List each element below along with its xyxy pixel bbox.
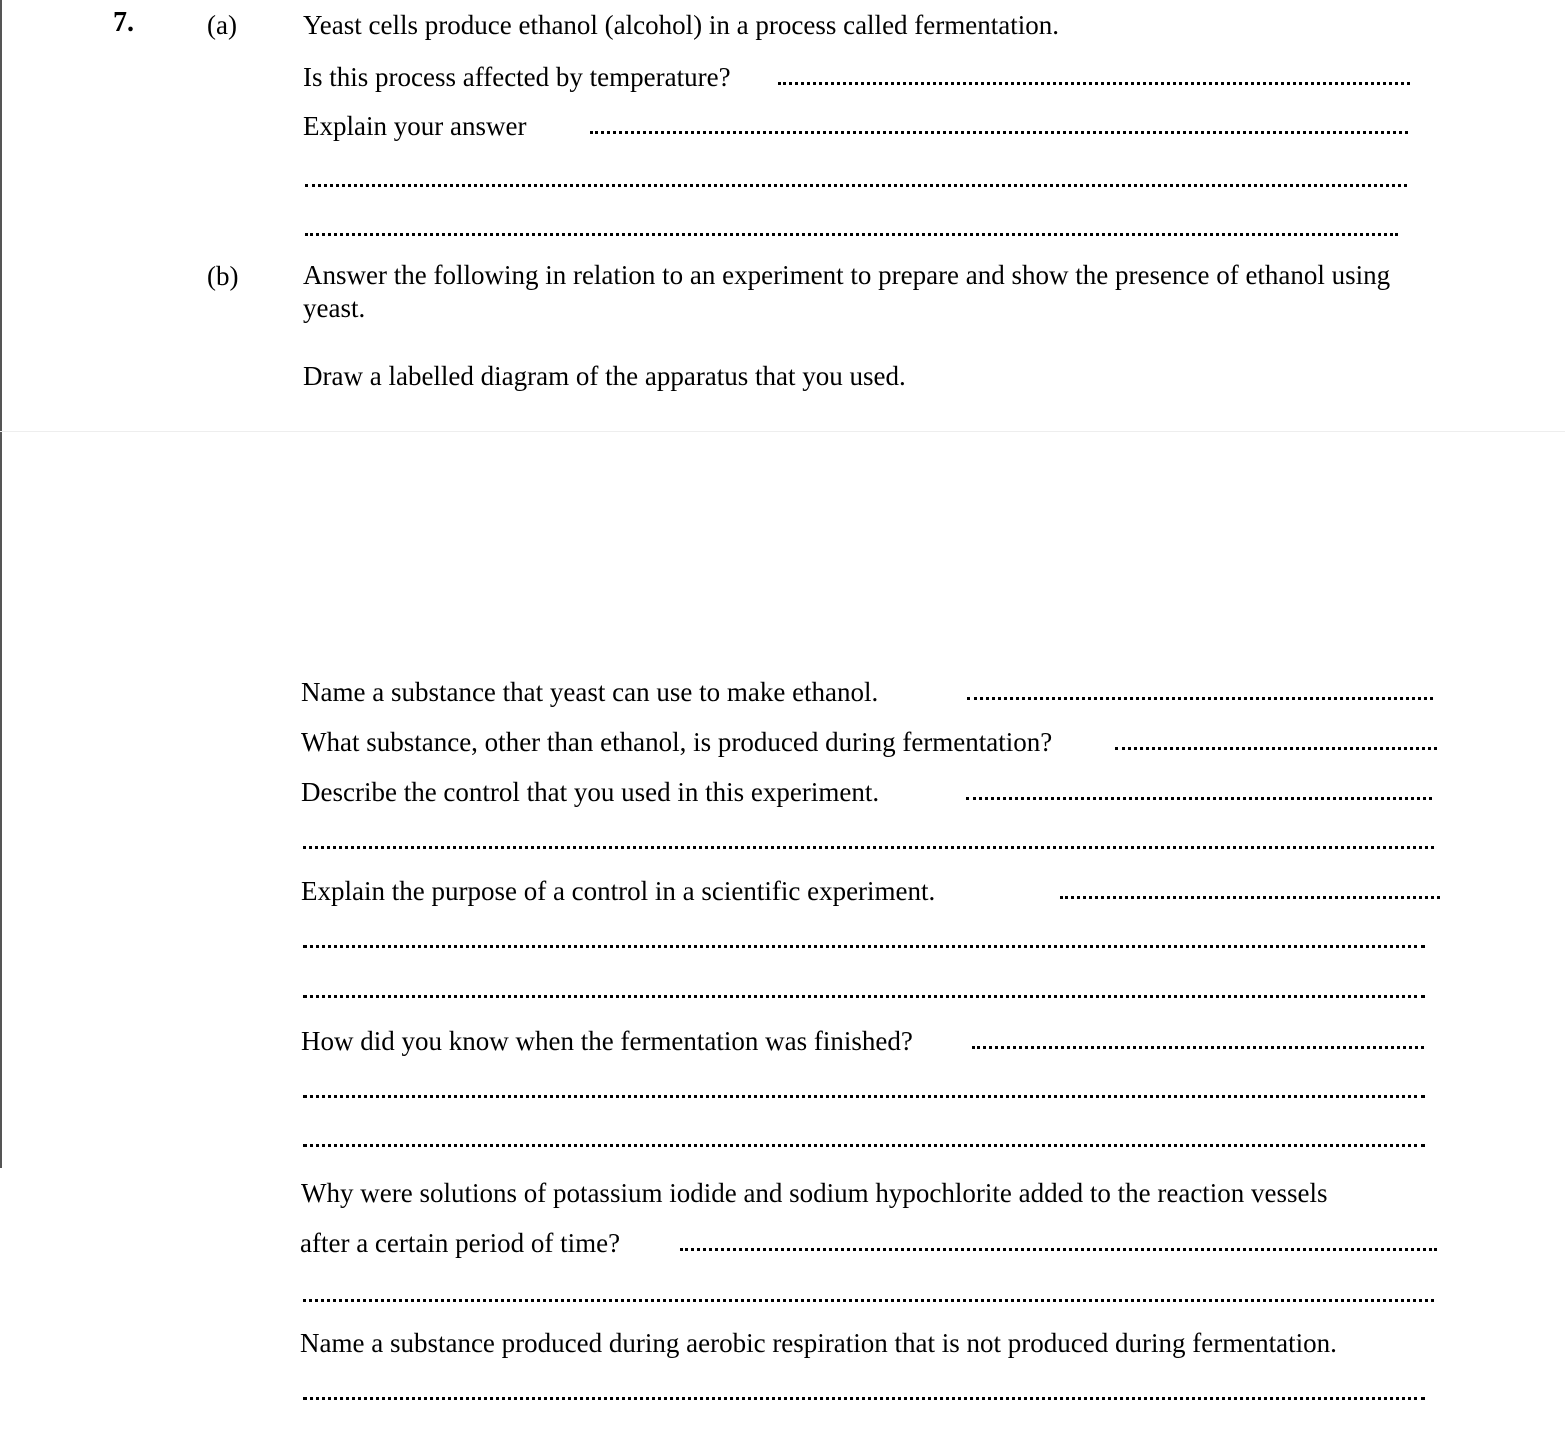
- answer-line-solutions-2[interactable]: [303, 1299, 1434, 1302]
- answer-line-substance[interactable]: [967, 697, 1433, 700]
- answer-line-finished-2[interactable]: [303, 1095, 1425, 1098]
- answer-line-temperature[interactable]: [778, 82, 1410, 85]
- left-margin-line-top: [0, 0, 2, 432]
- answer-line-purpose-2[interactable]: [303, 945, 1425, 948]
- answer-line-explain-3[interactable]: [305, 233, 1398, 236]
- answer-line-aerobic[interactable]: [303, 1397, 1425, 1400]
- answer-line-finished-1[interactable]: [972, 1046, 1424, 1049]
- part-a-question-temperature: Is this process affected by temperature?: [303, 62, 731, 92]
- answer-line-control-2[interactable]: [303, 846, 1434, 849]
- part-b-label: (b): [207, 261, 239, 291]
- answer-line-explain-1[interactable]: [590, 131, 1408, 134]
- answer-line-purpose-1[interactable]: [1060, 896, 1440, 899]
- question-solutions-line-2: after a certain period of time?: [300, 1228, 621, 1258]
- question-other-product: What substance, other than ethanol, is produced during fermentation?: [301, 727, 1053, 757]
- page-divider: [0, 431, 1565, 432]
- part-b-draw-instruction: Draw a labelled diagram of the apparatus that you used.: [303, 361, 906, 391]
- question-finished: How did you know when the fermentation was finished?: [301, 1026, 913, 1056]
- question-solutions-line-1: Why were solutions of potassium iodide and sodium hypochlorite added to the reaction vessels: [301, 1178, 1328, 1208]
- part-a-intro: Yeast cells produce ethanol (alcohol) in a process called fermentation.: [303, 10, 1059, 40]
- left-margin-line-bottom: [0, 432, 2, 1168]
- question-substance: Name a substance that yeast can use to make ethanol.: [301, 677, 879, 707]
- part-a-question-explain: Explain your answer: [303, 111, 527, 141]
- answer-line-other-product[interactable]: [1115, 747, 1437, 750]
- question-number: 7.: [113, 7, 134, 38]
- answer-line-explain-2[interactable]: [305, 184, 1407, 187]
- question-aerobic: Name a substance produced during aerobic respiration that is not produced during fermentation.: [300, 1328, 1337, 1358]
- answer-line-control-1[interactable]: [966, 797, 1432, 800]
- part-b-intro: Answer the following in relation to an experiment to prepare and show the presence of ethanol using yeast.: [303, 260, 1391, 323]
- answer-line-solutions-1[interactable]: [680, 1248, 1437, 1251]
- answer-line-purpose-3[interactable]: [303, 995, 1425, 998]
- answer-line-finished-3[interactable]: [303, 1144, 1425, 1147]
- question-control: Describe the control that you used in this experiment.: [301, 777, 880, 807]
- question-purpose: Explain the purpose of a control in a scientific experiment.: [301, 876, 936, 906]
- part-a-label: (a): [207, 10, 237, 40]
